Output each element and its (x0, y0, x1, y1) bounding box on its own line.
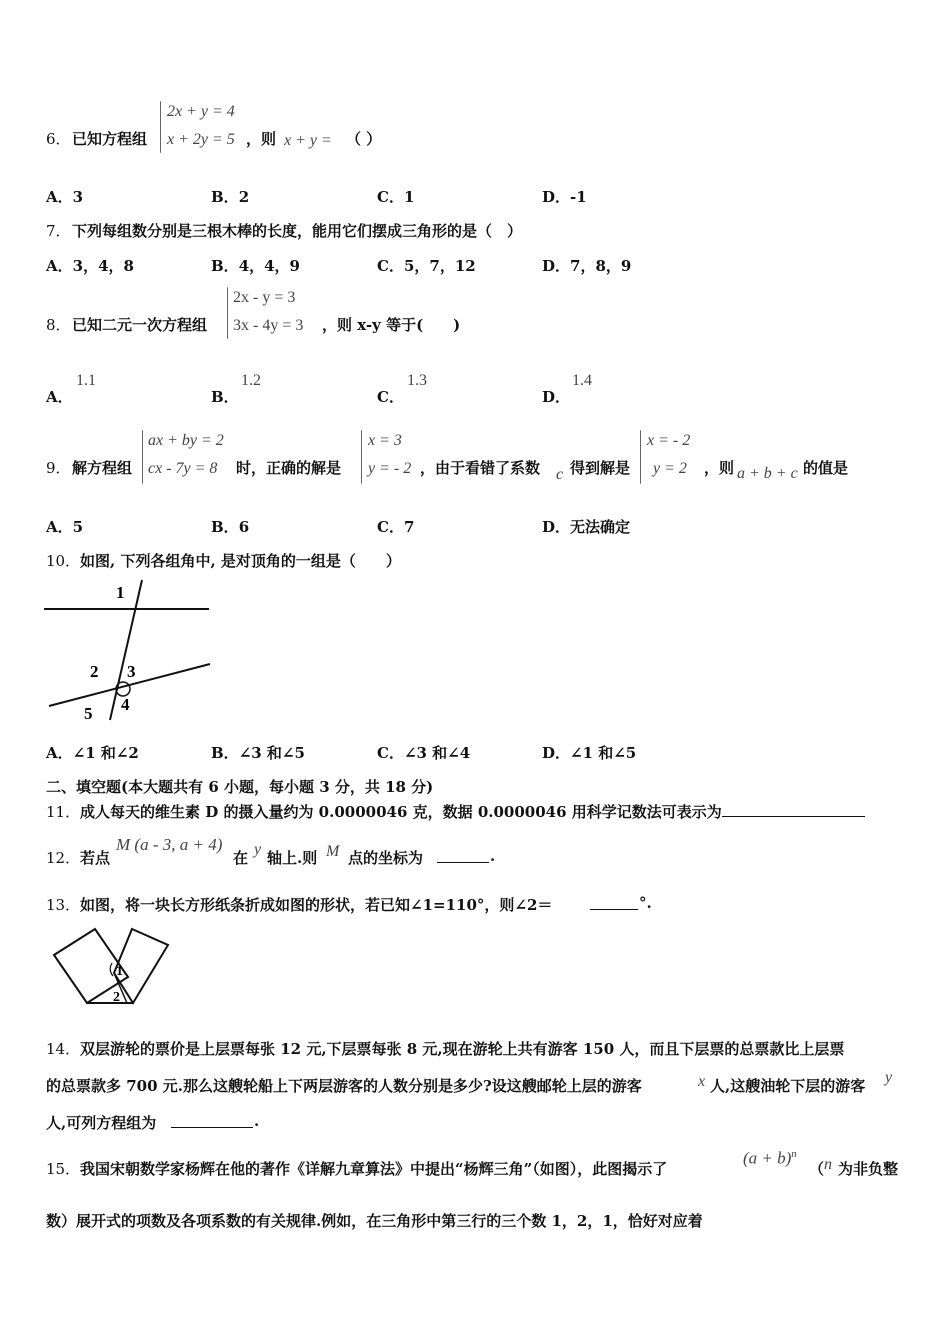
q9-expr: a + b + c (737, 465, 798, 482)
q12-stem-b: 在 (233, 849, 249, 867)
q13-arc-1 (110, 963, 113, 976)
q6-stem-a: 已知方程组 (72, 130, 148, 148)
q9-stem-d: 得到解是 (570, 459, 631, 477)
q10-option-b: B．∠3 和∠5 (211, 744, 305, 762)
q14-line2-a: 的总票款多 700 元.那么这艘轮船上下两层游客的人数分别是多少?设这艘邮轮上层的游客 (46, 1077, 642, 1095)
q12-stem-d: 点的坐标为 (348, 849, 424, 867)
q6-option-a: A．3 (46, 188, 84, 206)
q14-x: x (698, 1073, 706, 1090)
q14-y: y (885, 1069, 893, 1086)
q9-brace-1 (142, 430, 143, 484)
q9-solution-1 (368, 427, 411, 483)
q9-system (148, 427, 224, 483)
q6-option-c: C．1 (377, 188, 415, 206)
q14-end: . (254, 1112, 260, 1130)
q6-stem-b: ，则 (246, 130, 277, 148)
q8-number: 8． (46, 316, 71, 334)
q11-blank (722, 802, 865, 821)
q8-brace (227, 287, 228, 339)
q9-solution-2 (647, 427, 690, 483)
q15-line1-c: 为非负整 (838, 1160, 899, 1178)
q8-option-d-value: 1.4 (572, 372, 592, 389)
q9-option-a: A．5 (46, 518, 84, 536)
q9-stem-a: 解方程组 (72, 459, 133, 477)
q7-number: 7． (46, 222, 71, 240)
q12-blank (437, 848, 489, 867)
q9-sol1-x: x = 3 (368, 432, 402, 449)
q13-blank (590, 895, 638, 914)
q9-number: 9． (46, 459, 71, 477)
q10-stem: 如图, 下列各组角中, 是对顶角的一组是（ ） (80, 552, 401, 570)
q8-eq1: 2x - y = 3 (233, 289, 296, 306)
q10-label-2: 2 (90, 662, 99, 681)
q13-number: 13． (46, 896, 81, 914)
q14-number: 14． (46, 1040, 81, 1058)
q8-option-c-value: 1.3 (407, 372, 427, 389)
q10-option-d: D．∠1 和∠5 (542, 744, 637, 762)
q8-eq2: 3x - 4y = 3 (233, 317, 304, 334)
q13-label-2: 2 (113, 990, 120, 1005)
q13-label-1: 1 (116, 964, 123, 979)
q15-expr: $(a + b)^n$ (743, 1148, 797, 1168)
q9-sol2-y: y = 2 (653, 460, 687, 477)
q9-eq2: cx - 7y = 8 (148, 460, 218, 477)
q10-label-5: 5 (84, 704, 93, 723)
q10-option-c: C．∠3 和∠4 (377, 744, 471, 762)
q15-line1-b: （ (809, 1160, 825, 1178)
q8-stem-b: ，则 x-y 等于( ) (322, 316, 461, 334)
q6-system (167, 98, 235, 154)
q9-sol2-x: x = - 2 (647, 432, 691, 449)
q6-number: 6． (46, 130, 71, 148)
q9-stem-c: ，由于看错了系数 (420, 459, 541, 477)
q6-expr: x + y = (284, 132, 332, 149)
section-2-heading: 二、填空题(本大题共有 6 小题，每小题 3 分，共 18 分) (46, 778, 434, 796)
q12-end: . (490, 847, 496, 865)
q8-stem-a: 已知二元一次方程组 (72, 316, 208, 334)
q8-system (233, 284, 303, 340)
q11-number: 11． (46, 803, 81, 821)
q9-stem-b: 时，正确的解是 (236, 459, 342, 477)
q8-option-c-label: C． (377, 388, 404, 406)
q12-point: M (a - 3, a + 4) (116, 835, 223, 854)
q7-option-b: B．4，4，9 (211, 257, 300, 275)
q13-end: °. (639, 894, 652, 912)
q9-stem-f: 的值是 (803, 459, 849, 477)
q10-label-3: 3 (127, 662, 136, 681)
q12-stem-a: 若点 (80, 849, 111, 867)
q9-option-c: C．7 (377, 518, 415, 536)
q7-option-a: A．3，4，8 (46, 257, 134, 275)
q7-option-d: D．7，8，9 (542, 257, 632, 275)
q9-eq1: ax + by = 2 (148, 432, 224, 449)
q9-brace-3 (640, 430, 641, 484)
q6-brace (160, 101, 161, 153)
q8-option-b-value: 1.2 (241, 372, 261, 389)
q14-line3: 人,可列方程组为 (46, 1114, 157, 1132)
q12-m: M (326, 843, 340, 860)
q10-label-1: 1 (116, 583, 125, 602)
q15-n: n (824, 1156, 832, 1173)
q8-option-b-label: B． (211, 388, 239, 406)
q10-option-a: A．∠1 和∠2 (46, 744, 139, 762)
q7-option-c: C．5，7，12 (377, 257, 476, 275)
q15-line1-a: 我国宋朝数学家杨辉在他的著作《详解九章算法》中提出“杨辉三角”（如图），此图揭示了 (80, 1160, 668, 1178)
q15-line2: 数）展开式的项数及各项系数的有关规律.例如，在三角形中第三行的三个数 1，2，1，恰好对应着 (46, 1212, 703, 1230)
q6-eq1: 2x + y = 4 (167, 103, 235, 120)
q10-label-4: 4 (121, 695, 130, 714)
q6-eq2: x + 2y = 5 (167, 131, 235, 148)
q9-brace-2 (361, 430, 362, 484)
q10-number: 10． (46, 552, 81, 570)
q13-stem: 如图，将一块长方形纸条折成如图的形状，若已知∠1=110°，则∠2＝ (80, 896, 553, 914)
q10-figure (44, 578, 214, 723)
q12-stem-c: 轴上.则 (267, 849, 318, 867)
q12-number: 12． (46, 849, 81, 867)
q9-sol1-y: y = - 2 (368, 460, 412, 477)
q7-stem: 下列每组数分别是三根木棒的长度，能用它们摆成三角形的是（ ） (72, 222, 523, 240)
q6-paren: （ ） (346, 130, 382, 148)
q8-option-a-label: A． (46, 388, 73, 406)
q15-number: 15． (46, 1160, 81, 1178)
q14-line1: 双层游轮的票价是上层票每张 12 元,下层票每张 8 元,现在游轮上共有游客 150 人，而且下层票的总票款比上层票 (80, 1040, 845, 1058)
q9-coef: c (556, 466, 564, 483)
q14-blank (171, 1113, 253, 1132)
q6-option-d: D．-1 (542, 188, 587, 206)
q9-option-d: D．无法确定 (542, 518, 631, 536)
q9-option-b: B．6 (211, 518, 250, 536)
q15-sup: n (791, 1148, 797, 1160)
q11-stem: 成人每天的维生素 D 的摄入量约为 0.0000046 克，数据 0.0000046 用科学记数法可表示为 (80, 803, 722, 821)
q13-figure (50, 925, 175, 1010)
q14-line2-b: 人,这艘油轮下层的游客 (710, 1077, 866, 1095)
q12-axis: y (254, 841, 262, 858)
q9-stem-e: ，则 (704, 459, 735, 477)
q8-option-d-label: D． (542, 388, 571, 406)
q6-option-b: B．2 (211, 188, 250, 206)
q8-option-a-value: 1.1 (76, 372, 96, 389)
